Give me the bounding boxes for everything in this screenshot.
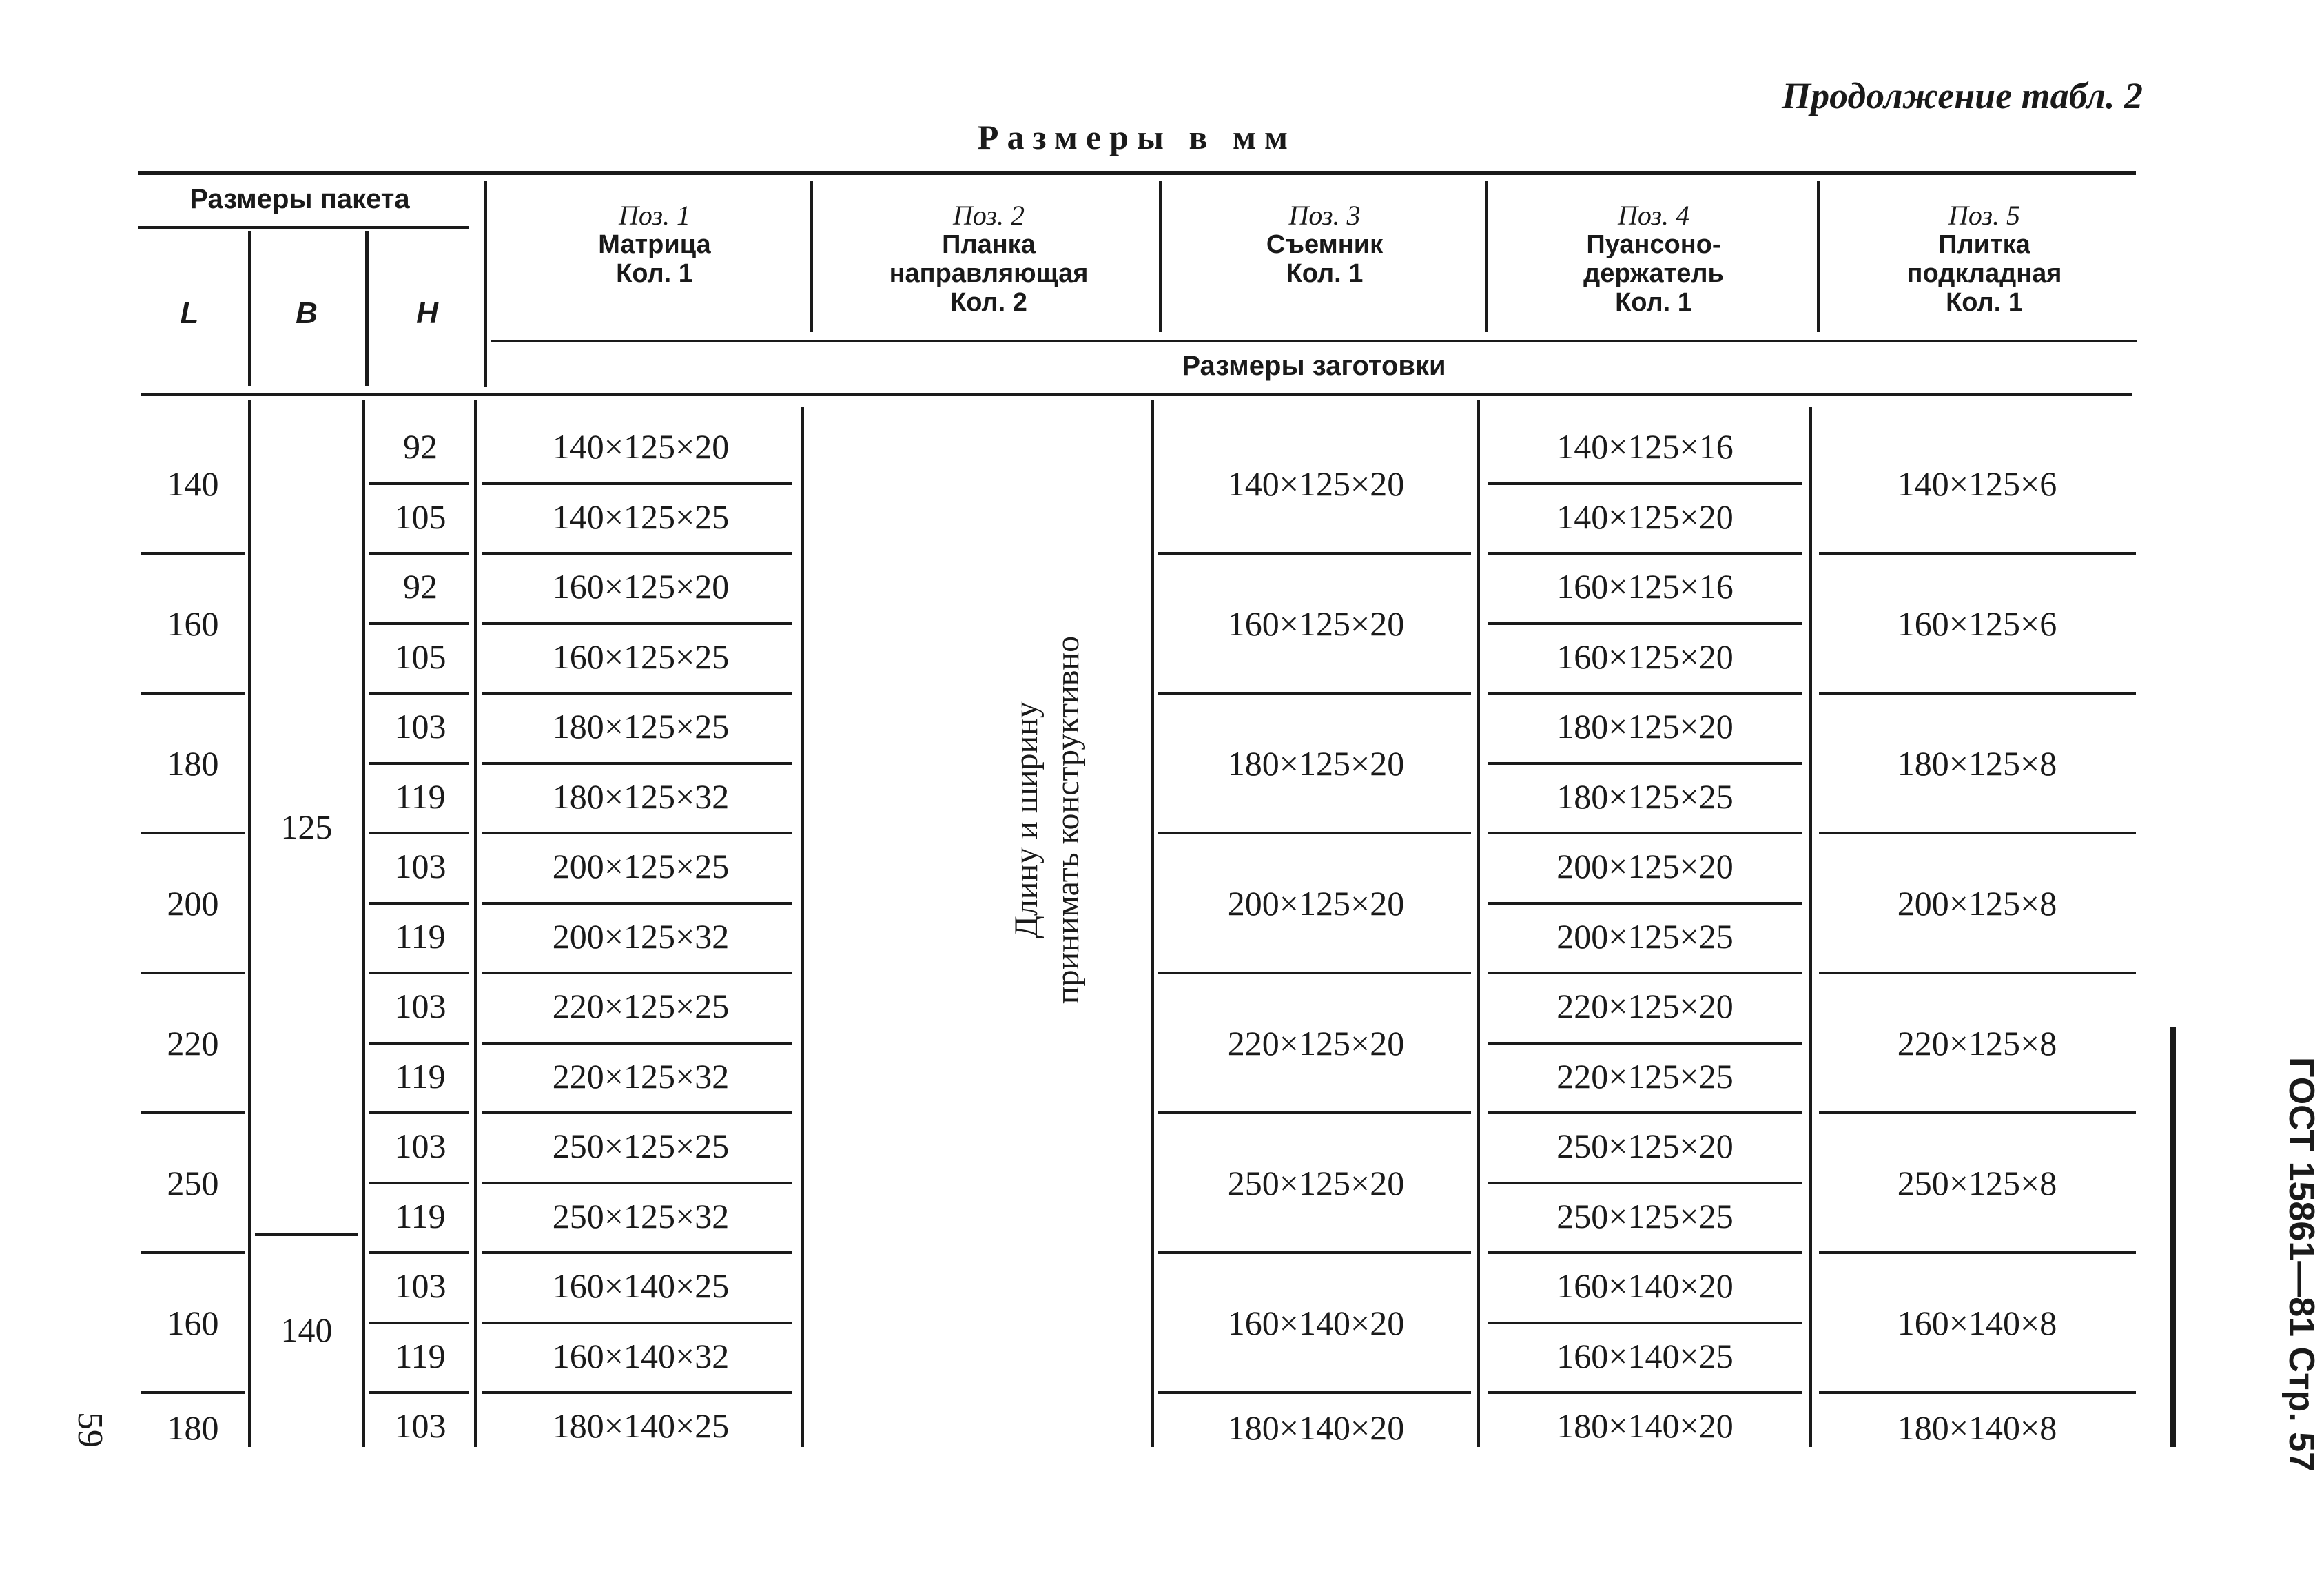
row-rule-pos1 <box>482 1042 792 1045</box>
group-rule-pos5 <box>1819 972 2136 974</box>
table-top-rule <box>138 171 2136 175</box>
l-value: 140 <box>167 464 219 503</box>
pos4-value: 160×125×20 <box>1556 637 1734 676</box>
header-sep-L-B <box>248 231 251 386</box>
pos3-value: 180×140×20 <box>1227 1408 1405 1447</box>
row-rule-h <box>369 762 469 765</box>
row-rule-pos4 <box>1488 762 1802 765</box>
pos3-number: Поз. 3 <box>1288 200 1361 231</box>
package-sizes-underline <box>138 226 469 229</box>
pos3-value: 250×125×20 <box>1227 1163 1405 1202</box>
row-rule-h <box>369 1391 469 1394</box>
h-value: 119 <box>395 777 446 816</box>
side-label-rule <box>2170 1027 2176 1447</box>
row-rule-h <box>369 622 469 625</box>
header-sep-pos3-pos4 <box>1485 181 1488 332</box>
col-header-H: H <box>416 296 438 330</box>
row-rule-pos4 <box>1488 1251 1802 1254</box>
pos4-value: 200×125×20 <box>1556 847 1734 885</box>
l-value: 220 <box>167 1023 219 1062</box>
group-rule-pos3 <box>1158 972 1471 974</box>
pos4-value: 160×140×20 <box>1556 1266 1734 1305</box>
pos3-value: 160×125×20 <box>1227 604 1405 643</box>
b-value-140: 140 <box>280 1311 333 1349</box>
pos3-value: 200×125×20 <box>1227 883 1405 923</box>
pos5-value: 180×140×8 <box>1897 1408 2057 1447</box>
group-rule-pos5 <box>1819 832 2136 834</box>
pos2-note <box>1006 606 1144 1034</box>
row-rule-h <box>369 1111 469 1114</box>
h-value: 119 <box>395 916 446 956</box>
body-sep-L-B <box>248 400 251 1447</box>
row-rule-h <box>369 692 469 695</box>
pos1-value: 180×125×25 <box>552 707 730 746</box>
row-rule-h <box>369 832 469 834</box>
body-sep-pos3-pos4 <box>1477 400 1480 1447</box>
header-sep-H-pos1 <box>484 181 487 387</box>
group-rule-pos5 <box>1819 1251 2136 1254</box>
pos1-name: Матрица <box>598 230 711 259</box>
pos1-qty: Кол. 1 <box>616 259 693 288</box>
gost-side-label: ГОСТ 15861—81 Стр. 57 <box>2281 1056 2321 1472</box>
h-value: 119 <box>395 1056 446 1096</box>
group-rule-l <box>141 972 245 974</box>
group-rule-pos3 <box>1158 1251 1471 1254</box>
header-sep-pos1-pos2 <box>810 181 813 332</box>
row-rule-pos1 <box>482 1322 792 1324</box>
pos4-value: 180×125×20 <box>1556 707 1734 746</box>
row-rule-pos4 <box>1488 622 1802 625</box>
blank-sizes-rule <box>491 340 2137 342</box>
row-rule-pos4 <box>1488 1042 1802 1045</box>
h-value: 103 <box>394 1406 446 1445</box>
pos3-value: 140×125×20 <box>1227 464 1405 503</box>
l-value: 160 <box>167 1303 219 1342</box>
pos2-qty: Кол. 2 <box>950 288 1027 317</box>
row-rule-pos4 <box>1488 692 1802 695</box>
row-rule-pos4 <box>1488 1182 1802 1184</box>
h-value: 92 <box>403 427 438 466</box>
row-rule-pos4 <box>1488 1111 1802 1114</box>
h-value: 103 <box>394 1127 446 1165</box>
h-value: 103 <box>394 1266 446 1305</box>
group-rule-l <box>141 1111 245 1114</box>
body-sep-B-H <box>362 400 365 1447</box>
pos1-value: 160×125×20 <box>552 567 730 606</box>
col-header-L: L <box>180 296 199 330</box>
header-sep-pos4-pos5 <box>1817 181 1820 332</box>
h-value: 103 <box>394 847 446 885</box>
row-rule-pos1 <box>482 1182 792 1184</box>
group-rule-l <box>141 692 245 695</box>
row-rule-h <box>369 552 469 555</box>
pos2-note-line2: принимать конструктивно <box>1049 635 1086 1005</box>
pos4-value: 220×125×20 <box>1556 987 1734 1025</box>
pos5-value: 250×125×8 <box>1897 1163 2057 1202</box>
row-rule-pos1 <box>482 622 792 625</box>
blank-sizes-header: Размеры заготовки <box>1182 351 1446 381</box>
pos5-number: Поз. 5 <box>1948 200 2020 231</box>
pos1-value: 180×140×25 <box>552 1406 730 1445</box>
pos4-value: 140×125×16 <box>1556 427 1734 466</box>
row-rule-pos4 <box>1488 832 1802 834</box>
row-rule-pos4 <box>1488 552 1802 555</box>
row-rule-h <box>369 1251 469 1254</box>
pos1-value: 250×125×25 <box>552 1127 730 1165</box>
header-sep-pos2-pos3 <box>1159 181 1162 332</box>
row-rule-pos1 <box>482 972 792 974</box>
pos3-name: Съемник <box>1266 230 1384 259</box>
pos1-value: 160×125×25 <box>552 637 730 676</box>
row-rule-h <box>369 1182 469 1184</box>
pos4-header <box>1492 201 1816 317</box>
page-number: 59 <box>70 1412 110 1448</box>
units-label: Размеры в мм <box>977 118 1297 156</box>
l-value: 180 <box>167 743 219 783</box>
pos4-number: Поз. 4 <box>1618 200 1689 231</box>
body-sep-pos1-pos2 <box>801 407 804 1447</box>
pos1-value: 140×125×25 <box>552 497 730 536</box>
pos2-header <box>816 201 1161 317</box>
h-value: 103 <box>394 707 446 746</box>
pos5-name-line1: Плитка <box>1938 230 2030 259</box>
col-header-B: B <box>296 296 318 330</box>
group-rule-pos3 <box>1158 1111 1471 1114</box>
header-sep-B-H <box>365 231 369 386</box>
pos1-value: 250×125×32 <box>552 1196 730 1235</box>
row-rule-h <box>369 1042 469 1045</box>
pos1-value: 200×125×32 <box>552 916 730 956</box>
pos4-value: 200×125×25 <box>1556 916 1734 956</box>
row-rule-pos4 <box>1488 1391 1802 1394</box>
l-value: 180 <box>167 1408 219 1447</box>
row-rule-pos1 <box>482 692 792 695</box>
b-group-rule <box>255 1233 358 1236</box>
h-value: 119 <box>395 1336 446 1375</box>
pos1-value: 180×125×32 <box>552 777 730 816</box>
pos5-value: 140×125×6 <box>1897 464 2057 503</box>
l-value: 200 <box>167 883 219 923</box>
row-rule-pos1 <box>482 1111 792 1114</box>
pos2-number: Поз. 2 <box>953 200 1025 231</box>
row-rule-pos1 <box>482 832 792 834</box>
group-rule-l <box>141 832 245 834</box>
pos4-value: 160×140×25 <box>1556 1336 1734 1375</box>
package-sizes-header: Размеры пакета <box>189 184 410 214</box>
body-sep-pos4-pos5 <box>1809 407 1812 1447</box>
pos2-name-line2: направляющая <box>889 259 1089 288</box>
group-rule-l <box>141 552 245 555</box>
pos5-qty: Кол. 1 <box>1946 288 2023 317</box>
row-rule-pos1 <box>482 902 792 905</box>
pos3-value: 160×140×20 <box>1227 1303 1405 1342</box>
pos4-qty: Кол. 1 <box>1615 288 1692 317</box>
pos1-value: 160×140×25 <box>552 1266 730 1305</box>
group-rule-l <box>141 1391 245 1394</box>
pos4-value: 160×125×16 <box>1556 567 1734 606</box>
pos1-value: 220×125×32 <box>552 1056 730 1096</box>
group-rule-pos5 <box>1819 552 2136 555</box>
l-value: 160 <box>167 604 219 643</box>
pos2-name-line1: Планка <box>942 230 1036 259</box>
row-rule-pos1 <box>482 1251 792 1254</box>
h-value: 105 <box>394 637 446 676</box>
pos5-name-line2: подкладная <box>1906 259 2062 288</box>
pos4-name-line2: держатель <box>1583 259 1724 288</box>
row-rule-pos1 <box>482 482 792 485</box>
row-rule-h <box>369 1322 469 1324</box>
group-rule-pos5 <box>1819 1111 2136 1114</box>
row-rule-pos1 <box>482 762 792 765</box>
pos4-value: 180×140×20 <box>1556 1406 1734 1445</box>
pos1-value: 200×125×25 <box>552 847 730 885</box>
row-rule-pos4 <box>1488 902 1802 905</box>
group-rule-pos5 <box>1819 692 2136 695</box>
pos4-value: 180×125×25 <box>1556 777 1734 816</box>
group-rule-pos3 <box>1158 1391 1471 1394</box>
pos1-value: 140×125×20 <box>552 427 730 466</box>
pos5-value: 160×140×8 <box>1897 1303 2057 1342</box>
l-value: 250 <box>167 1163 219 1202</box>
row-rule-pos1 <box>482 1391 792 1394</box>
pos5-value: 180×125×8 <box>1897 743 2057 783</box>
pos5-value: 160×125×6 <box>1897 604 2057 643</box>
pos4-value: 140×125×20 <box>1556 497 1734 536</box>
pos5-header <box>1822 201 2146 317</box>
pos4-value: 220×125×25 <box>1556 1056 1734 1096</box>
group-rule-l <box>141 1251 245 1254</box>
pos1-value: 160×140×32 <box>552 1336 730 1375</box>
h-value: 92 <box>403 567 438 606</box>
pos1-header <box>496 201 813 288</box>
pos3-value: 180×125×20 <box>1227 743 1405 783</box>
h-value: 105 <box>394 497 446 536</box>
pos3-header <box>1164 201 1485 288</box>
h-value: 119 <box>395 1196 446 1235</box>
pos4-name-line1: Пуансоно- <box>1586 230 1721 259</box>
pos4-value: 250×125×20 <box>1556 1127 1734 1165</box>
table-continuation-label: Продолжение табл. 2 <box>1782 75 2143 116</box>
group-rule-pos3 <box>1158 552 1471 555</box>
pos1-value: 220×125×25 <box>552 987 730 1025</box>
pos1-number: Поз. 1 <box>619 200 690 231</box>
group-rule-pos3 <box>1158 832 1471 834</box>
pos3-value: 220×125×20 <box>1227 1023 1405 1062</box>
row-rule-pos4 <box>1488 1322 1802 1324</box>
h-value: 103 <box>394 987 446 1025</box>
header-bottom-rule <box>141 393 2132 395</box>
body-sep-pos2-pos3 <box>1151 400 1154 1447</box>
pos4-value: 250×125×25 <box>1556 1196 1734 1235</box>
pos3-qty: Кол. 1 <box>1286 259 1364 288</box>
pos5-value: 200×125×8 <box>1897 883 2057 923</box>
row-rule-pos4 <box>1488 482 1802 485</box>
group-rule-pos5 <box>1819 1391 2136 1394</box>
b-value-125: 125 <box>280 808 333 846</box>
row-rule-h <box>369 902 469 905</box>
row-rule-h <box>369 482 469 485</box>
row-rule-h <box>369 972 469 974</box>
pos2-note-line1: Длину и ширину <box>1008 701 1045 938</box>
pos5-value: 220×125×8 <box>1897 1023 2057 1062</box>
row-rule-pos4 <box>1488 972 1802 974</box>
row-rule-pos1 <box>482 552 792 555</box>
group-rule-pos3 <box>1158 692 1471 695</box>
body-sep-H-pos1 <box>474 400 477 1447</box>
